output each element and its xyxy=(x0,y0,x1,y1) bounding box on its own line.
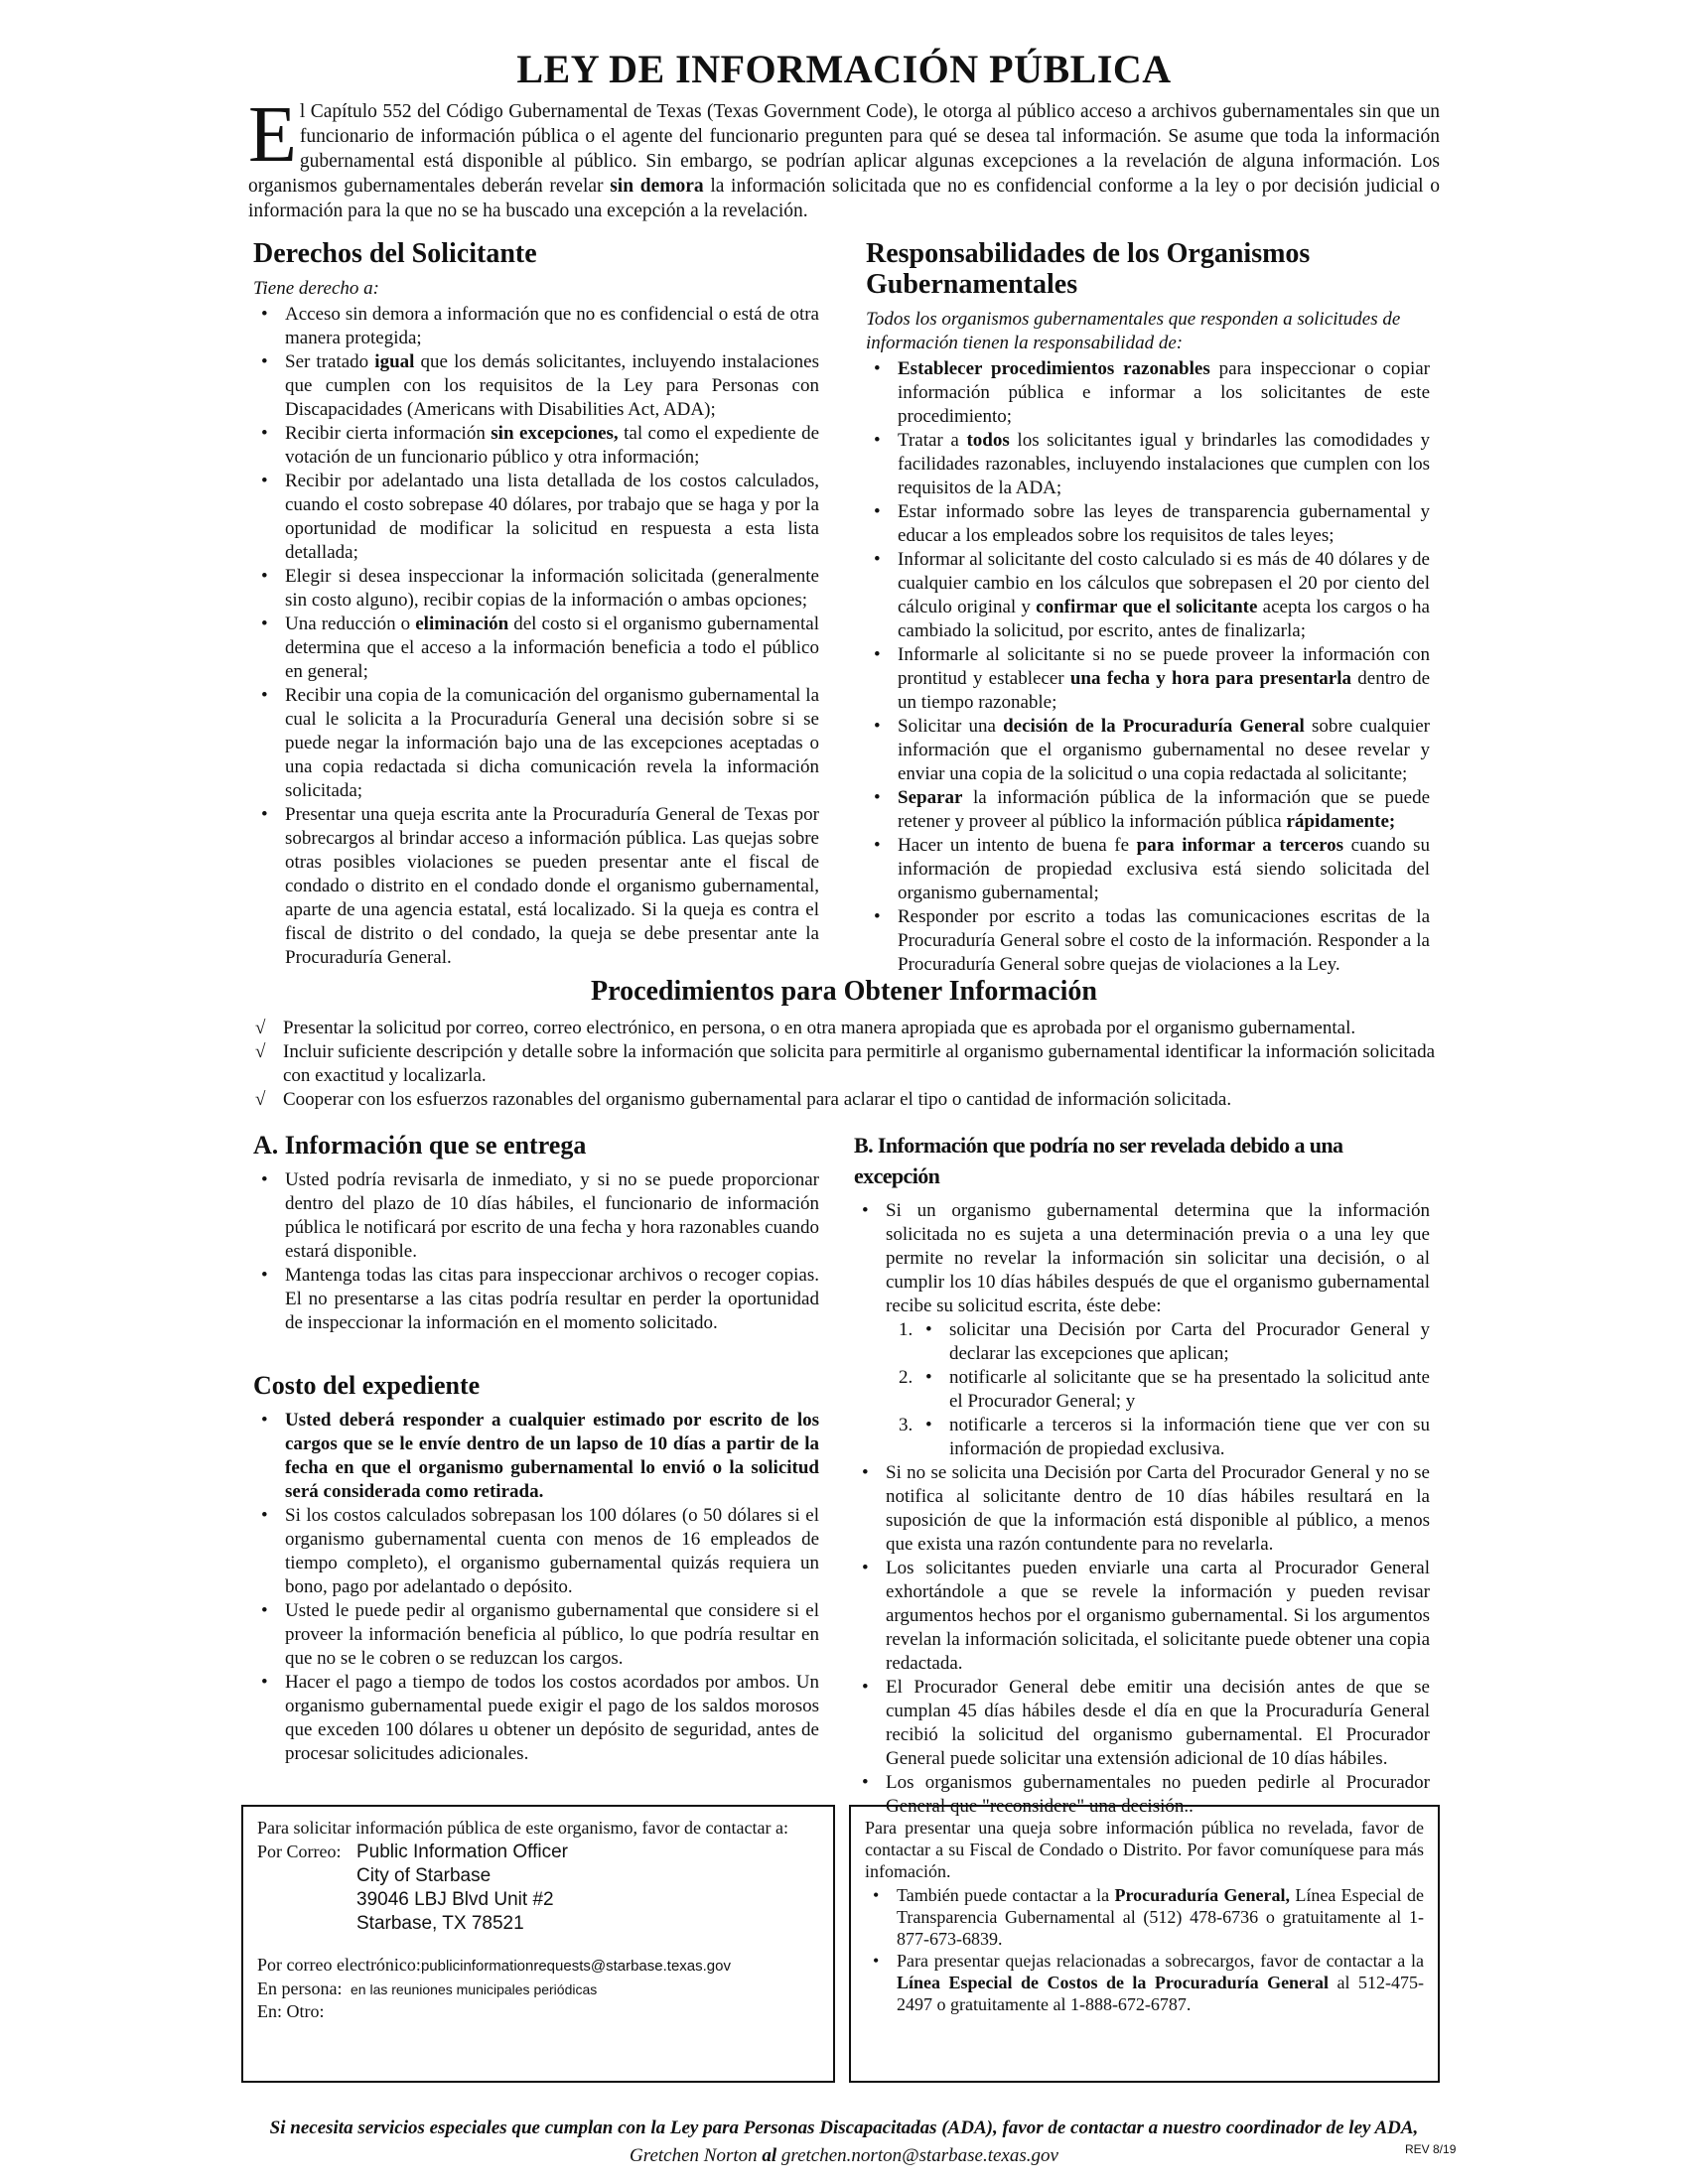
list-item: • Usted deberá responder a cualquier estimado por escrito de los cargos que se le envíe dentro de un lapso de 10 días a partir de la fecha en que el organismo gubernamental lo envió o la solicitud será considerada como retirada. xyxy=(253,1409,819,1504)
list-item: • Informar al solicitante del costo calculado si es más de 40 dólares y de cualquier cambio en los cálculos que sobrepasen el 20 por ciento del cálculo original y confirmar que el solicitante acepta los cargos o ha cambiado la solicitud, por escrito, antes de finalizarla; xyxy=(866,548,1430,643)
complaint-box xyxy=(849,1805,1440,2083)
footer-ada-note: Si necesita servicios especiales que cumplan con la Ley para Personas Discapacitadas (ADA), favor de contactar a nuestro coordinador de ley ADA, xyxy=(269,2117,1419,2138)
list-item: • Para presentar quejas relacionadas a sobrecargos, favor de contactar a la Línea Especial de Costos de la Procuraduría General al 512-475-2497 o gratuitamente al 1-888-672-6787. xyxy=(865,1950,1424,2015)
email-link[interactable]: publicinformationrequests@starbase.texas.gov xyxy=(420,1958,731,1975)
list-item: • Usted le puede pedir al organismo gubernamental que considere si el proveer la información beneficia al público, lo que podría resultar en que no se le cobren o se reduzcan los cargos. xyxy=(253,1599,819,1671)
procedures-list xyxy=(253,1017,1435,1112)
list-item: • Mantenga todas las citas para inspeccionar archivos o recoger copias. El no presentarse a las citas podría resultar en perder la oportunidad de inspeccionar la información en el momento solicitado. xyxy=(253,1264,819,1335)
responsibilities-lead: Todos los organismos gubernamentales que responden a solicitudes de información tienen la responsabilidad de: xyxy=(866,309,1401,353)
contact-intro: Para solicitar información pública de este organismo, favor de contactar a: xyxy=(257,1818,788,1838)
numbered-item: • 1. solicitar una Decisión por Carta del Procurador General y declarar las excepciones que aplican; xyxy=(917,1318,1430,1366)
section-b xyxy=(854,1130,1430,1819)
section-b-heading: B. Información que podría no ser revelada debido a una excepción xyxy=(854,1133,1343,1188)
list-item: • Estar informado sobre las leyes de transparencia gubernamental y educar a los empleados sobre los requisitos de tales leyes; xyxy=(866,500,1430,548)
list-item: • Responder por escrito a todas las comunicaciones escritas de la Procuraduría General sobre el costo de la información. Responder a la Procuraduría General sobre quejas de violaciones a la Ley. xyxy=(866,905,1430,977)
list-item: • Si los costos calculados sobrepasan los 100 dólares (o 50 dólares si el organismo gubernamental cuenta con menos de 16 empleados de tiempo completo), el organismo gubernamental quizás requiera un bono, pago por adelantado o depósito. xyxy=(253,1504,819,1599)
list-item: √ Presentar la solicitud por correo, correo electrónico, en persona, o en otra manera apropiada que es aprobada por el organismo gubernamental. xyxy=(253,1017,1435,1040)
list-item: • Si un organismo gubernamental determina que la información solicitada no es sujeta a una determinación previa o a una ley que permite no revelar la información sin solicitar una decisión, o al cumplir los 10 días hábiles después de que el organismo gubernamental recibe su solicitud escrita, éste debe: • 1. solicitar una Decisión por Carta del Procurador General y declarar las excepciones que aplican; • 2. notificarle al solicitante que se ha presentado la solicitud ante el Procurador General; y • 3. notificarle a terceros si la información tiene que ver con su información de propiedad exclusiva. xyxy=(854,1199,1430,1461)
list-item: • Usted podría revisarla de inmediato, y si no se puede proporcionar dentro del plazo de 10 días hábiles, el funcionario de información pública le notificará por escrito de una fecha y hora razonables cuando estará disponible. xyxy=(253,1168,819,1264)
other-row: En: Otro: xyxy=(257,2001,325,2021)
list-item: • Separar la información pública de la información que se puede retener y proveer al público la información pública rápidamente; xyxy=(866,786,1430,834)
rights-lead: Tiene derecho a: xyxy=(253,278,379,299)
responsibilities-heading: Responsabilidades de los Organismos Gubernamentales xyxy=(866,238,1311,300)
list-item: • Acceso sin demora a información que no es confidencial o está de otra manera protegida; xyxy=(253,303,819,350)
list-item: • Ser tratado igual que los demás solicitantes, incluyendo instalaciones que cumplen con los requisitos de la Ley para Personas con Discapacidades (Americans with Disabilities Act, ADA); xyxy=(253,350,819,422)
list-item: • Hacer un intento de buena fe para informar a terceros cuando su información de propiedad exclusiva está siendo solicitada del organismo gubernamental; xyxy=(866,834,1430,905)
list-item: • También puede contactar a la Procuraduría General, Línea Especial de Transparencia Gubernamental al (512) 478-6736 o gratuitamente al 1-877-673-6839. xyxy=(865,1884,1424,1950)
numbered-item: • 2. notificarle al solicitante que se ha presentado la solicitud ante el Procurador General; y xyxy=(917,1366,1430,1414)
footer-contact: Gretchen Norton al gretchen.norton@starbase.texas.gov xyxy=(630,2145,1058,2166)
section-a xyxy=(253,1130,819,1335)
section-b-numbered-list xyxy=(886,1318,1430,1461)
page-title: LEY DE INFORMACIÓN PÚBLICA xyxy=(516,47,1172,91)
mail-label: Por Correo: xyxy=(257,1842,342,1861)
drop-cap: E xyxy=(248,91,297,179)
section-a-list xyxy=(253,1168,819,1335)
rights-list xyxy=(253,303,819,970)
list-item: • Recibir cierta información sin excepciones, tal como el expediente de votación de un funcionario público y otra información; xyxy=(253,422,819,470)
complaint-intro: Para presentar una queja sobre información pública no revelada, favor de contactar a su Fiscal de Condado o Distrito. Por favor comuníquese para más infomación. xyxy=(865,1818,1424,1881)
procedures-heading: Procedimientos para Obtener Información xyxy=(591,976,1097,1007)
list-item: • Recibir por adelantado una lista detallada de los costos calculados, cuando el costo sobrepase 40 dólares, por trabajo que se haga y por la oportunidad de modificar la solicitud en respuesta a esta lista detallada; xyxy=(253,470,819,565)
cost-section xyxy=(253,1370,819,1766)
responsibilities-list xyxy=(866,357,1430,977)
numbered-item: • 3. notificarle a terceros si la información tiene que ver con su información de propiedad exclusiva. xyxy=(917,1414,1430,1461)
cost-heading: Costo del expediente xyxy=(253,1371,481,1400)
list-item: • Presentar una queja escrita ante la Procuraduría General de Texas por sobrecargos al brindar acceso a información pública. Las quejas sobre otras posibles violaciones se pueden presentar ante el fiscal de condado o distrito en el condado donde el organismo gubernamental, aparte de una agencia estatal, está localizado. Si la queja es contra el fiscal de distrito o del condado, la queja se debe presentar ante la Procuraduría General. xyxy=(253,803,819,970)
list-item: • Los solicitantes pueden enviarle una carta al Procurador General exhortándole a que se revele la información y pueden revisar argumentos hechos por el organismo gubernamental. Si los argumentos revelan la información solicitada, el solicitante puede obtener una copia redactada. xyxy=(854,1557,1430,1676)
cost-list xyxy=(253,1409,819,1766)
mail-address: Public Information Officer City of Starbase 39046 LBJ Blvd Unit #2 Starbase, TX 78521 xyxy=(356,1842,568,1934)
list-item: • Tratar a todos los solicitantes igual y brindarles las comodidades y facilidades razonables, incluyendo instalaciones que cumplen con los requisitos de la ADA; xyxy=(866,429,1430,500)
list-item: • Establecer procedimientos razonables para inspeccionar o copiar información pública e informar a los solicitantes de este procedimiento; xyxy=(866,357,1430,429)
intro-paragraph: El Capítulo 552 del Código Gubernamental de Texas (Texas Government Code), le otorga al público acceso a archivos gubernamentales sin que un funcionario de información pública o el agente del funcionario pregunten para qué se desea tal información. Se asume que toda la información gubernamental está disponible al público. Sin embargo, se podrían aplicar algunas excepciones a la revelación de alguna información. Los organismos gubernamentales deberán revelar sin demora la información solicitada que no es confidencial conforme a la ley o por decisión judicial o información para la que no se ha buscado una excepción a la revelación. xyxy=(248,91,1441,221)
list-item: • Si no se solicita una Decisión por Carta del Procurador General y no se notifica al solicitante dentro de 10 días hábiles resultará en la suposición de que la información está disponible al público, a menos que exista una razón contundente para no revelarla. xyxy=(854,1461,1430,1557)
list-item: • Informarle al solicitante si no se puede proveer la información con prontitud y establecer una fecha y hora para presentarla dentro de un tiempo razonable; xyxy=(866,643,1430,715)
rights-section xyxy=(253,238,819,970)
list-item: • Solicitar una decisión de la Procuraduría General sobre cualquier información que el organismo gubernamental no desee revelar y enviar una copia de la solicitud o una copia redactada al solicitante; xyxy=(866,715,1430,786)
responsibilities-section xyxy=(866,238,1430,977)
section-b-list xyxy=(854,1199,1430,1819)
list-item: • Elegir si desea inspeccionar la información solicitada (generalmente sin costo alguno), recibir copias de la información o ambas opciones; xyxy=(253,565,819,613)
complaint-list xyxy=(865,1884,1424,2015)
list-item: • Una reducción o eliminación del costo si el organismo gubernamental determina que el acceso a la información beneficia a todo el público en general; xyxy=(253,613,819,684)
email-row: Por correo electrónico:publicinformationrequests@starbase.texas.gov xyxy=(257,1955,731,1975)
footer-email[interactable]: gretchen.norton@starbase.texas.gov xyxy=(780,2145,1058,2166)
footer xyxy=(199,2115,1489,2170)
revision-label: REV 8/19 xyxy=(1405,2142,1457,2156)
section-a-heading: A. Información que se entrega xyxy=(253,1131,587,1160)
rights-heading: Derechos del Solicitante xyxy=(253,238,537,269)
contact-box xyxy=(241,1805,835,2083)
list-item: • Recibir una copia de la comunicación del organismo gubernamental la cual le solicita a la Procuraduría General una decisión sobre si se puede negar la información bajo una de las excepciones aceptadas o una copia redactada si dicha comunicación revela la información solicitada; xyxy=(253,684,819,803)
list-item: • Los organismos gubernamentales no pueden pedirle al Procurador General que "reconsidere" una decisión.. xyxy=(854,1771,1430,1819)
list-item: • El Procurador General debe emitir una decisión antes de que se cumplan 45 días hábiles desde el día en que la Procuraduría General recibió la solicitud del organismo gubernamental. El Procurador General puede solicitar una extensión adicional de 10 días hábiles. xyxy=(854,1676,1430,1771)
list-item: √ Cooperar con los esfuerzos razonables del organismo gubernamental para aclarar el tipo o cantidad de información solicitada. xyxy=(253,1088,1435,1112)
list-item: • Hacer el pago a tiempo de todos los costos acordados por ambos. Un organismo gubernamental puede exigir el pago de los saldos morosos que exceden 100 dólares u obtener un depósito de seguridad, antes de procesar solicitudes adicionales. xyxy=(253,1671,819,1766)
list-item: √ Incluir suficiente descripción y detalle sobre la información que solicita para permitirle al organismo gubernamental identificar la información solicitada con exactitud y localizarla. xyxy=(253,1040,1435,1088)
person-row: En persona: en las reuniones municipales periódicas xyxy=(257,1979,598,1998)
mail-block xyxy=(257,1841,819,1936)
